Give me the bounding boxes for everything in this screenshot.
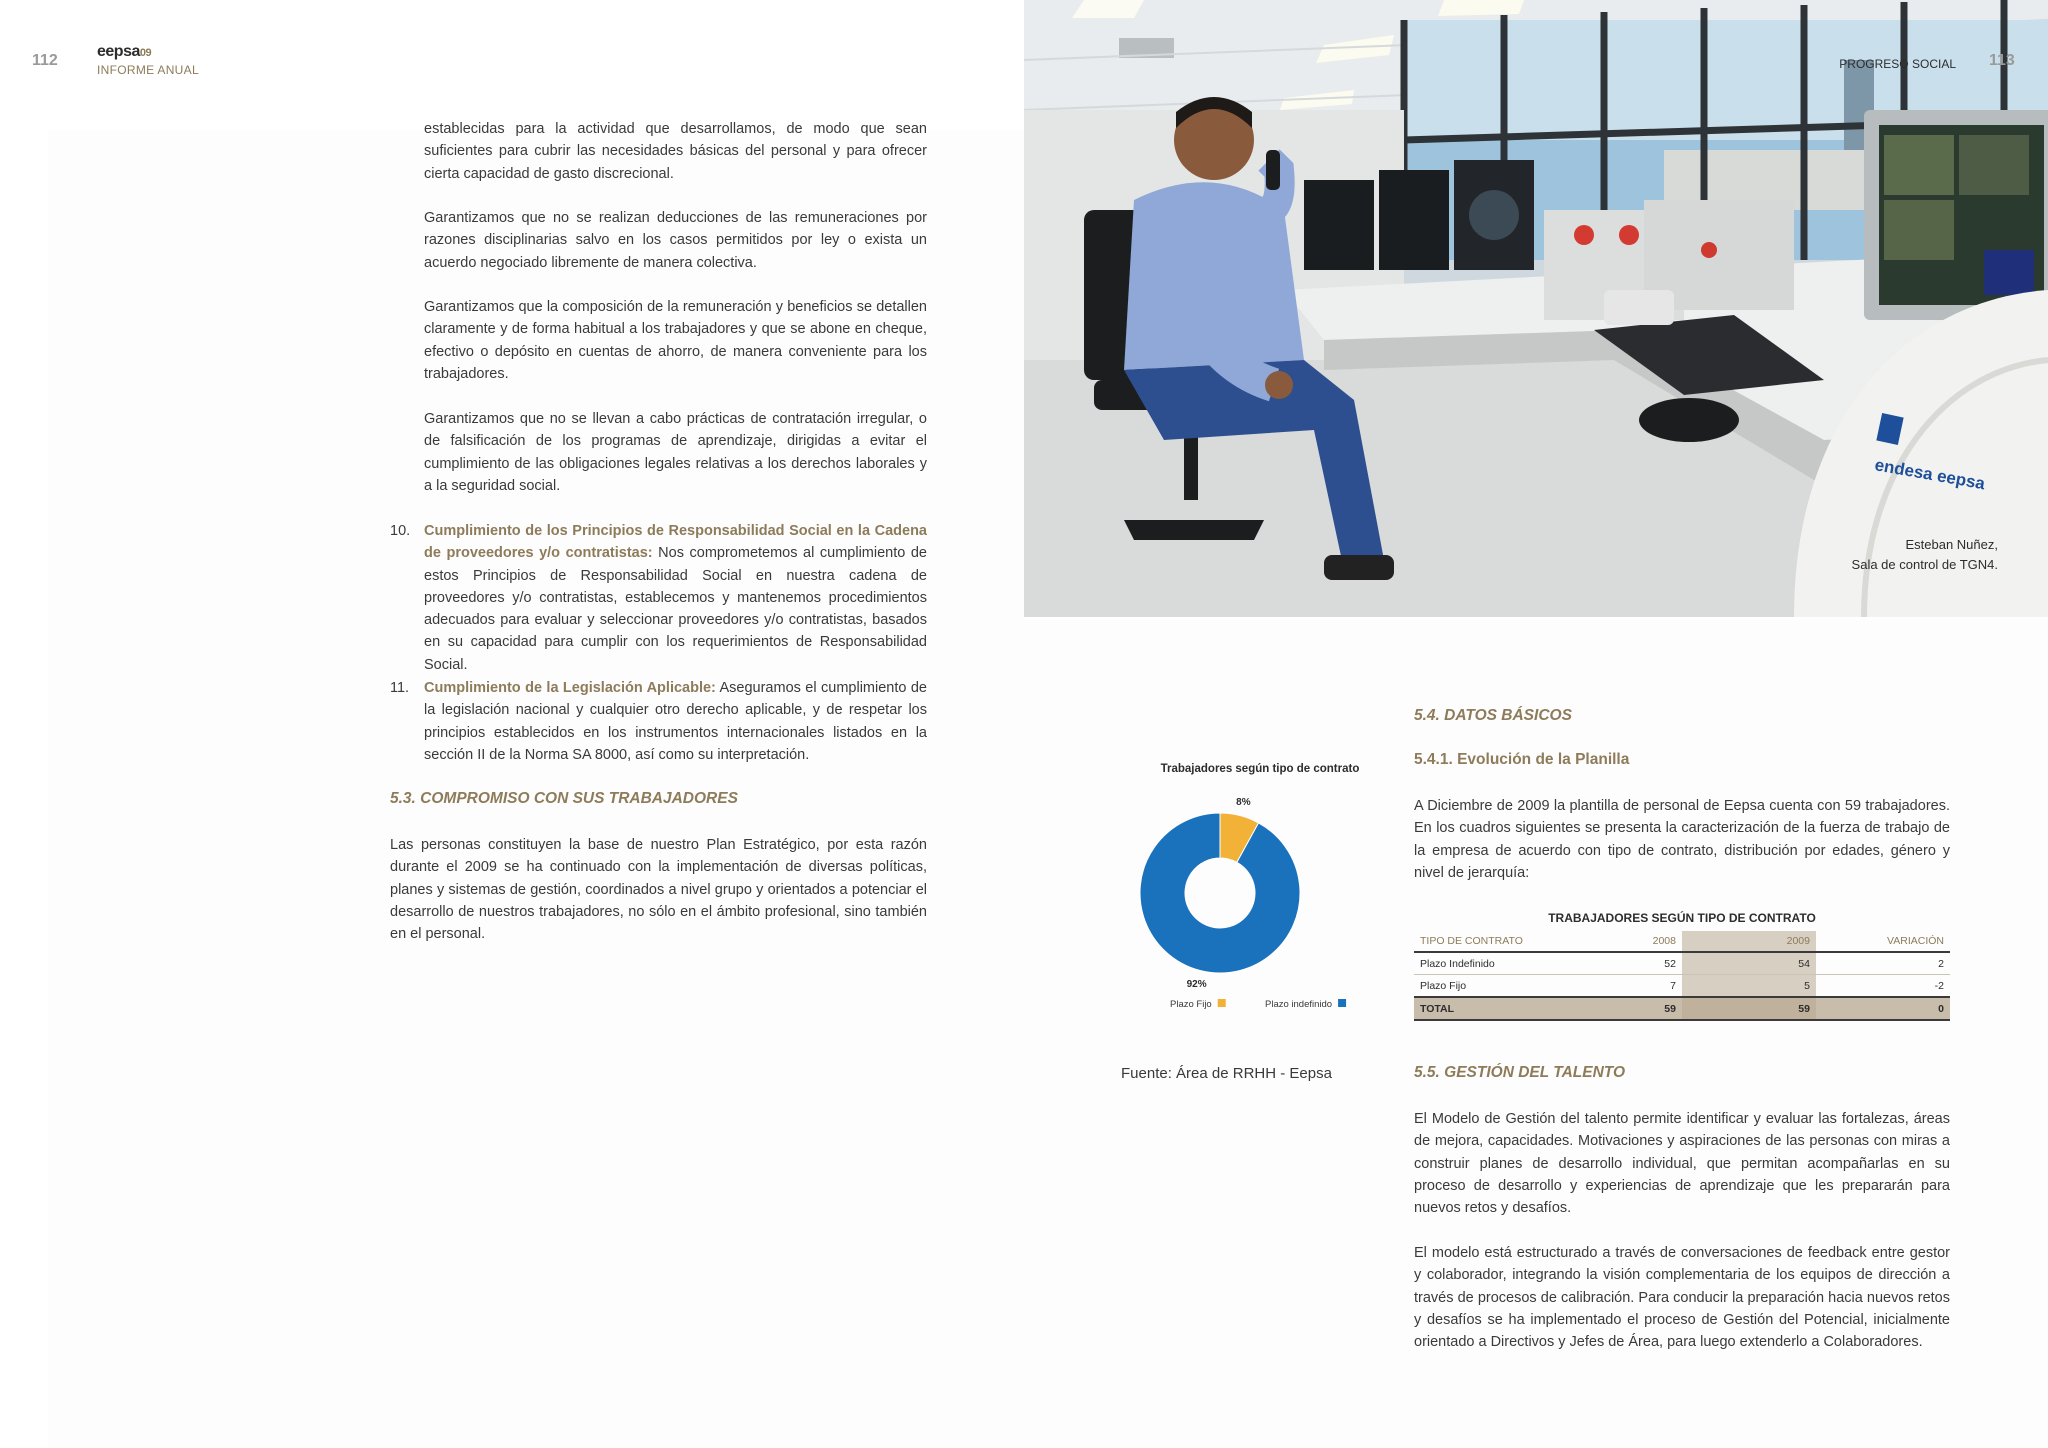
paragraph: El Modelo de Gestión del talento permite identificar y evaluar las fortalezas, áreas de mejora, capacidades. Motivaciones y aspiraciones de las personas con miras a construir planes de desarrollo individual, que permitan acompañarlas en su proceso de desarrollo y experiencias de aprendizaje que les prepararán para nuevos retos y desafíos. [1414, 1111, 1950, 1217]
donut-slice-label: 92% [1186, 979, 1207, 991]
table-cell: 0 [1816, 997, 1950, 1020]
table-cell: Plazo Indefinido [1414, 952, 1618, 975]
table-row [1414, 975, 1950, 998]
table-header-cell: 2009 [1682, 931, 1816, 952]
legend-label: Plazo indefinido [1265, 999, 1333, 1010]
legend-label: Plazo Fijo [1170, 999, 1212, 1010]
section-heading: 5.3. COMPROMISO CON SUS TRABAJADORES [390, 790, 738, 807]
photo-caption [1852, 535, 1998, 575]
donut-slice-label: 8% [1236, 796, 1251, 808]
brand-logo [97, 43, 151, 61]
paragraph: A Diciembre de 2009 la plantilla de personal de Eepsa cuenta con 59 trabajadores. En los cuadros siguientes se presenta la caracterización de la fuerza de trabajo de la empresa de acuerdo con tipo de contrato, distribución por edades, género y nivel de jerarquía: [1414, 798, 1950, 881]
table-cell: 5 [1682, 975, 1816, 998]
page-number-right: 113 [1989, 52, 2015, 69]
caption-location: Sala de control de TGN4. [1851, 557, 1998, 572]
table-header-cell: VARIACIÓN [1816, 931, 1950, 952]
paragraph: El modelo está estructurado a través de conversaciones de feedback entre gestor y colaborador, integrando la visión complementaria de los equipos de dirección a través de procesos de calibración. Para conducir la preparación hacia nuevos retos y desafíos se ha implementado el proceso de Gestión del Potencial, inicialmente orientado a Directivos y Jefes de Área, para luego extenderlo a Colaboradores. [1414, 1245, 1950, 1351]
section-heading: 5.4. DATOS BÁSICOS [1414, 707, 1572, 724]
table-title: TRABAJADORES SEGÚN TIPO DE CONTRATO [1548, 911, 1816, 925]
paragraph: establecidas para la actividad que desarrollamos, de modo que sean suficientes para cubrir las necesidades básicas del personal y para ofrecer cierta capacidad de gasto discrecional. [424, 121, 927, 182]
table-cell: 52 [1618, 952, 1682, 975]
list-item-text: Aseguramos el cumplimiento de la legislación nacional y cualquier otro derecho aplicable, y de respetar los principios establecidos en los instrumentos internacionales listados en la sección II de la Norma SA 8000, así como su interpretación. [424, 680, 927, 763]
table-cell: -2 [1816, 975, 1950, 998]
donut-chart [1120, 790, 1400, 1020]
table-cell: TOTAL [1414, 997, 1618, 1020]
page-number-left: 112 [32, 52, 58, 69]
table-header-cell: TIPO DE CONTRATO [1414, 931, 1618, 952]
caption-name: Esteban Nuñez, [1905, 537, 1998, 552]
paragraph: Garantizamos que no se realizan deducciones de las remuneraciones por razones disciplinarias salvo en los casos permitidos por ley o exista un acuerdo negociado libremente de manera colectiva. [424, 210, 927, 271]
legend-swatch [1338, 999, 1346, 1007]
table-row [1414, 952, 1950, 975]
table-cell: 2 [1816, 952, 1950, 975]
paragraph: Garantizamos que no se llevan a cabo prácticas de contratación irregular, o de falsificación de los programas de aprendizaje, dirigidas a evitar el cumplimiento de las obligaciones legales relativas a los derechos laborales y a la seguridad social. [424, 411, 927, 494]
table-cell: 54 [1682, 952, 1816, 975]
table-cell: 7 [1618, 975, 1682, 998]
list-item-title: Cumplimiento de la Legislación Aplicable: [424, 680, 716, 696]
table-cell: 59 [1682, 997, 1816, 1020]
section-heading: 5.5. GESTIÓN DEL TALENTO [1414, 1064, 1626, 1081]
helmet-logo-text: endesa eepsa [1873, 455, 1987, 494]
subsection-heading: 5.4.1. Evolución de la Planilla [1414, 751, 1630, 768]
list-item-number: 10. [390, 523, 411, 539]
paragraph: Las personas constituyen la base de nuestro Plan Estratégico, por esta razón durante el 2009 se ha continuado con la implementación de diversas políticas, planes y sistemas de gestión, coordinados a nivel grupo y orientados a potenciar el desarrollo de nuestros trabajadores, no sólo en el ámbito profesional, sino también en el personal. [390, 837, 927, 943]
brand-name: eepsa [97, 43, 140, 60]
contract-table [1414, 931, 1950, 1021]
brand-subtitle: INFORME ANUAL [97, 63, 199, 77]
chart-title: Trabajadores según tipo de contrato [1160, 763, 1360, 775]
list-item-number: 11. [390, 680, 410, 696]
list-item-title: Cumplimiento de los Principios de Responsabilidad Social en la Cadena de proveedores y/o contratistas: [424, 523, 927, 562]
brand-year: 09 [139, 47, 152, 59]
list-item [424, 520, 927, 676]
table-cell: Plazo Fijo [1414, 975, 1618, 998]
list-item [424, 677, 927, 766]
section-header: PROGRESO SOCIAL [1839, 57, 1956, 71]
table-header-row [1414, 931, 1950, 952]
list-item-text: Nos comprometemos al cumplimiento de estos Principios de Responsabilidad Social en nuestra cadena de proveedores y/o contratistas, establecemos y mantenemos procedimientos adecuados para evaluar y seleccionar proveedores y/o contratistas, basados en su capacidad para cumplir con los requerimientos de Responsabilidad Social. [424, 545, 927, 673]
control-room-photo [1024, 0, 2048, 617]
photo-illustration [1024, 0, 2048, 617]
legend-swatch [1218, 999, 1226, 1007]
table-header-cell: 2008 [1618, 931, 1682, 952]
table-cell: 59 [1618, 997, 1682, 1020]
source-note: Fuente: Área de RRHH - Eepsa [1121, 1065, 1332, 1082]
table-total-row [1414, 997, 1950, 1020]
paragraph: Garantizamos que la composición de la remuneración y beneficios se detallen claramente y de forma habitual a los trabajadores y que se abone en cheque, efectivo o depósito en cuentas de ahorro, de manera conveniente para los trabajadores. [424, 299, 927, 382]
donut-slice-plazo-indefinido [1140, 813, 1300, 973]
